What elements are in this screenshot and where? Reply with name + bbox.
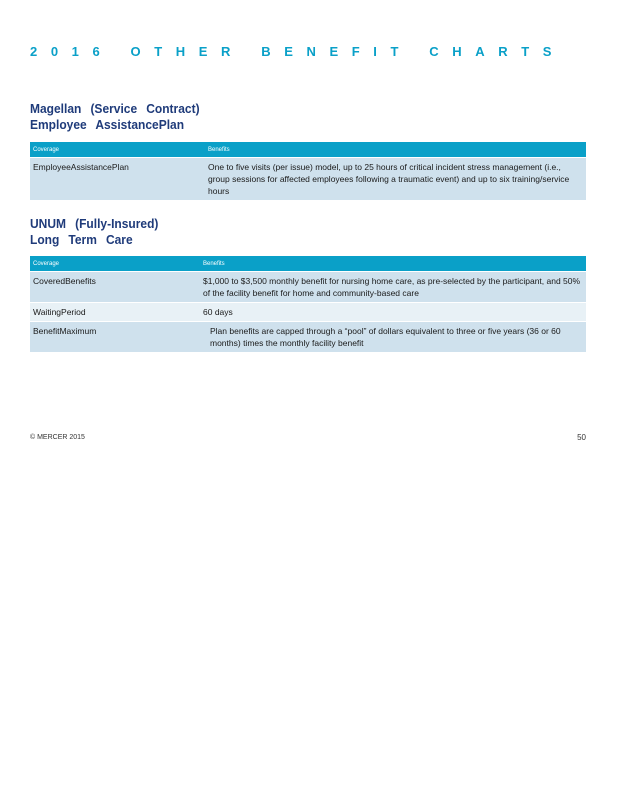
column-header-benefits: Benefits [200, 142, 586, 158]
table-row [30, 158, 586, 201]
coverage-cell: CoveredBenefits [30, 272, 200, 303]
table-row [30, 272, 586, 303]
page-number: 50 [577, 433, 586, 442]
benefits-cell: Plan benefits are capped through a “pool” of dollars equivalent to three or five years (36 or 60 months) times the monthly facility benefit [200, 322, 586, 353]
column-header-coverage: Coverage [30, 142, 200, 158]
column-header-coverage: Coverage [30, 256, 200, 272]
section-heading-unum [30, 216, 158, 248]
benefits-cell: $1,000 to $3,500 monthly benefit for nursing home care, as pre-selected by the participant, and 50% of the facility benefit for home and community-based care [200, 272, 586, 303]
benefits-cell: 60 days [200, 303, 586, 322]
table-header-row [30, 142, 586, 158]
table-row [30, 322, 586, 353]
coverage-cell: BenefitMaximum [30, 322, 200, 353]
page-title: 2016 OTHER BENEFIT CHARTS [30, 44, 566, 59]
section-heading-line1: UNUM (Fully-Insured) [30, 217, 159, 231]
section-heading-line2: Long Term Care [30, 233, 133, 247]
coverage-cell: EmployeeAssistancePlan [30, 158, 200, 201]
coverage-cell: WaitingPeriod [30, 303, 200, 322]
benefits-cell: One to five visits (per issue) model, up to 25 hours of critical incident stress management (i.e., group sessions for affected employees following a traumatic event) and up to six training/service hours [200, 158, 586, 201]
ltc-table [30, 256, 586, 352]
table-header-row [30, 256, 586, 272]
footer-copyright: © MERCER 2015 [30, 434, 85, 441]
section-heading-line2: Employee AssistancePlan [30, 118, 185, 132]
eap-table [30, 142, 586, 200]
column-header-benefits: Benefits [200, 256, 586, 272]
table-row [30, 303, 586, 322]
section-heading-magellan [30, 101, 200, 133]
section-heading-line1: Magellan (Service Contract) [30, 102, 200, 116]
